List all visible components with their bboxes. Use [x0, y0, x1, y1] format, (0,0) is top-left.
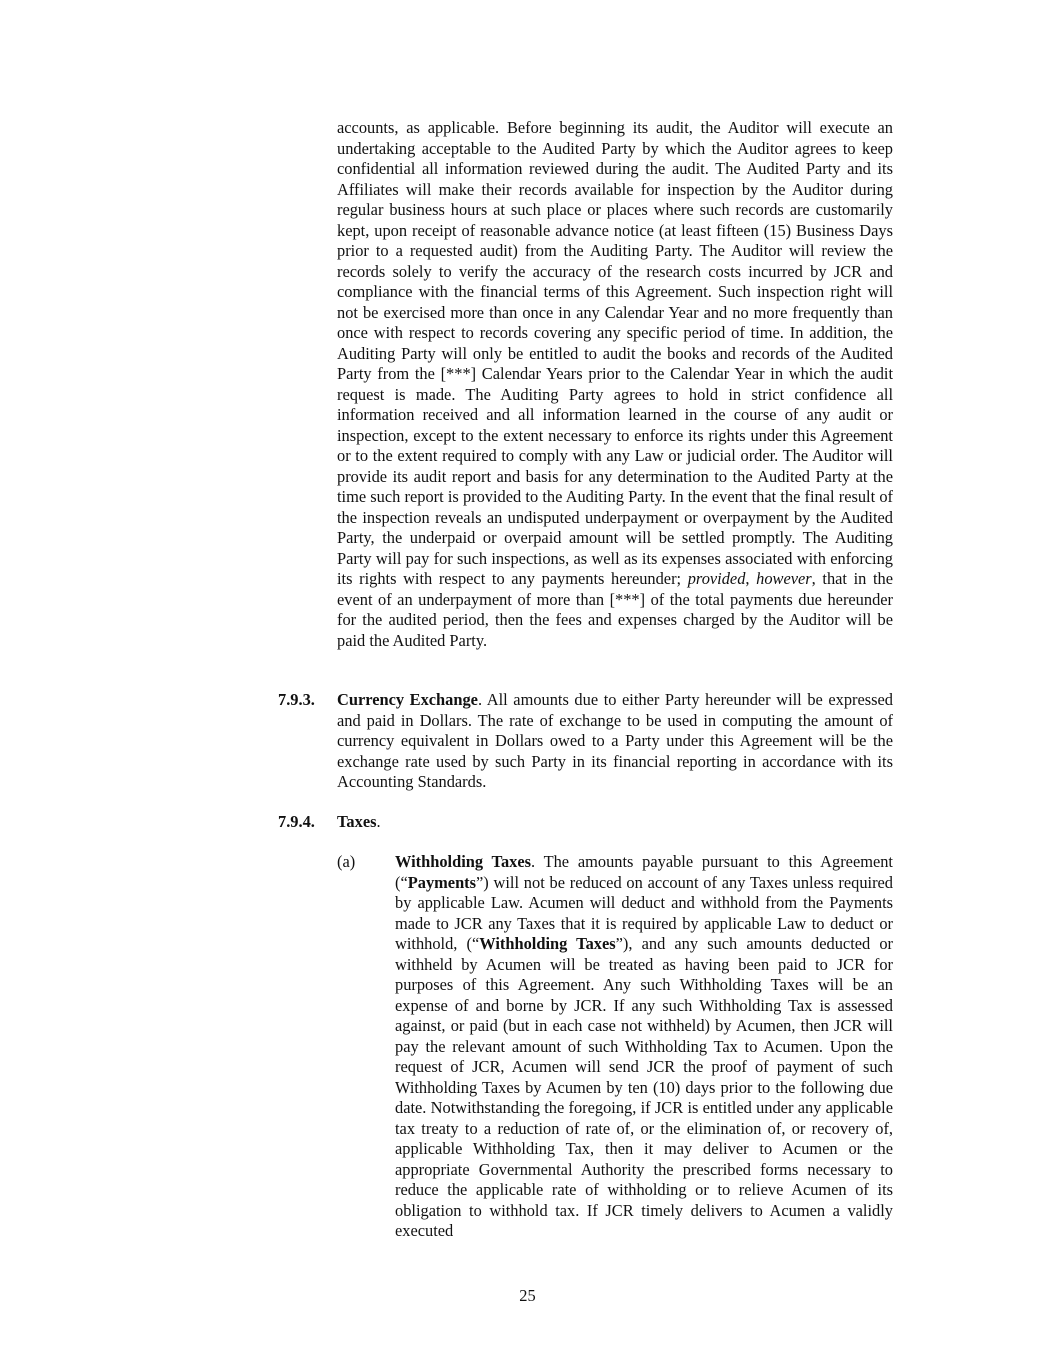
section-body — [337, 690, 893, 793]
subsection-text: The amounts payable pursuant to this Agreement (“ — [395, 852, 893, 892]
page-number: 25 — [519, 1286, 536, 1305]
paragraph-comma: , — [745, 569, 757, 588]
defined-term-payments: Payments — [407, 872, 477, 892]
subsection-body — [395, 852, 893, 1242]
italic-term-provided: provided — [687, 569, 746, 588]
section-heading: Taxes — [337, 812, 377, 831]
paragraph-text-end: , that in the event of an underpayment of more than [***] of the total payments due hereunder for the audited period, then the fees and expenses charged by the Auditor will be paid the Audited Party. — [337, 569, 893, 650]
section-number: 7.9.4. — [278, 812, 315, 831]
subsection-label: (a) — [337, 852, 356, 871]
italic-term-however: however — [756, 569, 812, 588]
subsection-text: ”), and any such amounts deducted or withheld by Acumen will be treated as having been paid to JCR for purposes of this Agreement. Any such Withholding Taxes will be an expense of and borne by JCR. If any such Withholding Tax is assessed against, or paid (but in each case not withheld) by Acumen, then JCR will pay the relevant amount of such Withholding Tax to Acumen. Upon the request of JCR, Acumen will send JCR the proof of payment of such Withholding Taxes by Acumen by ten (10) days prior to the following due date. Notwithstanding the foregoing, if JCR is entitled under any applicable tax treaty to a reduction of rate of, or the elimination of, or recovery of, applicable Withholding Tax, then it may deliver to Acumen or the appropriate Governmental Authority the prescribed forms necessary to reduce the applicable rate of withholding or to relieve Acumen of its obligation to withhold tax. If JCR timely delivers to Acumen a validly executed — [395, 934, 893, 1240]
defined-term-withholding-taxes: Withholding Taxes — [479, 934, 616, 953]
heading-punctuation: . — [477, 690, 483, 709]
paragraph-text: accounts, as applicable. Before beginning its audit, the Auditor will execute an undertaking acceptable to the Audited Party by which the Auditor agrees to keep confidential all information reviewed during the audit. The Audited Party and its Affiliates will make their records available for inspection by the Auditor during regular business hours at such place or places where such records are customarily kept, upon receipt of reasonable advance notice (at least fifteen (15) Business Days prior to a requested audit) from the Auditing Party. The Auditor will review the records solely to verify the accuracy of the research costs incurred by JCR and compliance with the financial terms of this Agreement. Such inspection right will not be exercised more than once in any Calendar Year and no more frequently than once with respect to records covering any specific period of time. In addition, the Auditing Party will only be entitled to audit the books and records of the Audited Party from the [***] Calendar Years prior to the Calendar Year in which the audit request is made. The Auditing Party agrees to hold in strict confidence all information received and all information learned in the course of any audit or inspection, except to the extent necessary to enforce its rights under this Agreement or to the extent required to comply with any Law or judicial order. The Auditor will provide its audit report and basis for any determination to the Audited Party at the time such report is provided to the Auditing Party. In the event that the final result of the inspection reveals an undisputed underpayment or overpayment by the Audited Party, the underpaid or overpaid amount will be settled promptly. The Auditing Party will pay for such inspections, as well as its expenses associated with enforcing its rights with respect to any payments hereunder; — [337, 118, 893, 588]
subsection-text: ”) will not be reduced on account of any Taxes unless required by applicable Law. Acumen will deduct and withhold from the Payments made to JCR any Taxes that it is required by applicable Law to deduct or withhold, (“ — [395, 872, 893, 953]
section-body — [337, 812, 893, 833]
section-heading: Currency Exchange — [337, 690, 478, 709]
section-text: All amounts due to either Party hereunder will be expressed and paid in Dollars. The rate of exchange to be used in computing the amount of currency equivalent in Dollars owed to a Party under this Agreement will be the exchange rate used by such Party in its financial reporting in accordance with its Accounting Standards. — [337, 690, 894, 791]
heading-punctuation: . — [531, 852, 536, 871]
heading-punctuation: . — [376, 812, 381, 831]
continued-audit-paragraph — [337, 118, 893, 651]
section-number: 7.9.3. — [278, 690, 315, 709]
subsection-heading: Withholding Taxes — [395, 852, 532, 871]
